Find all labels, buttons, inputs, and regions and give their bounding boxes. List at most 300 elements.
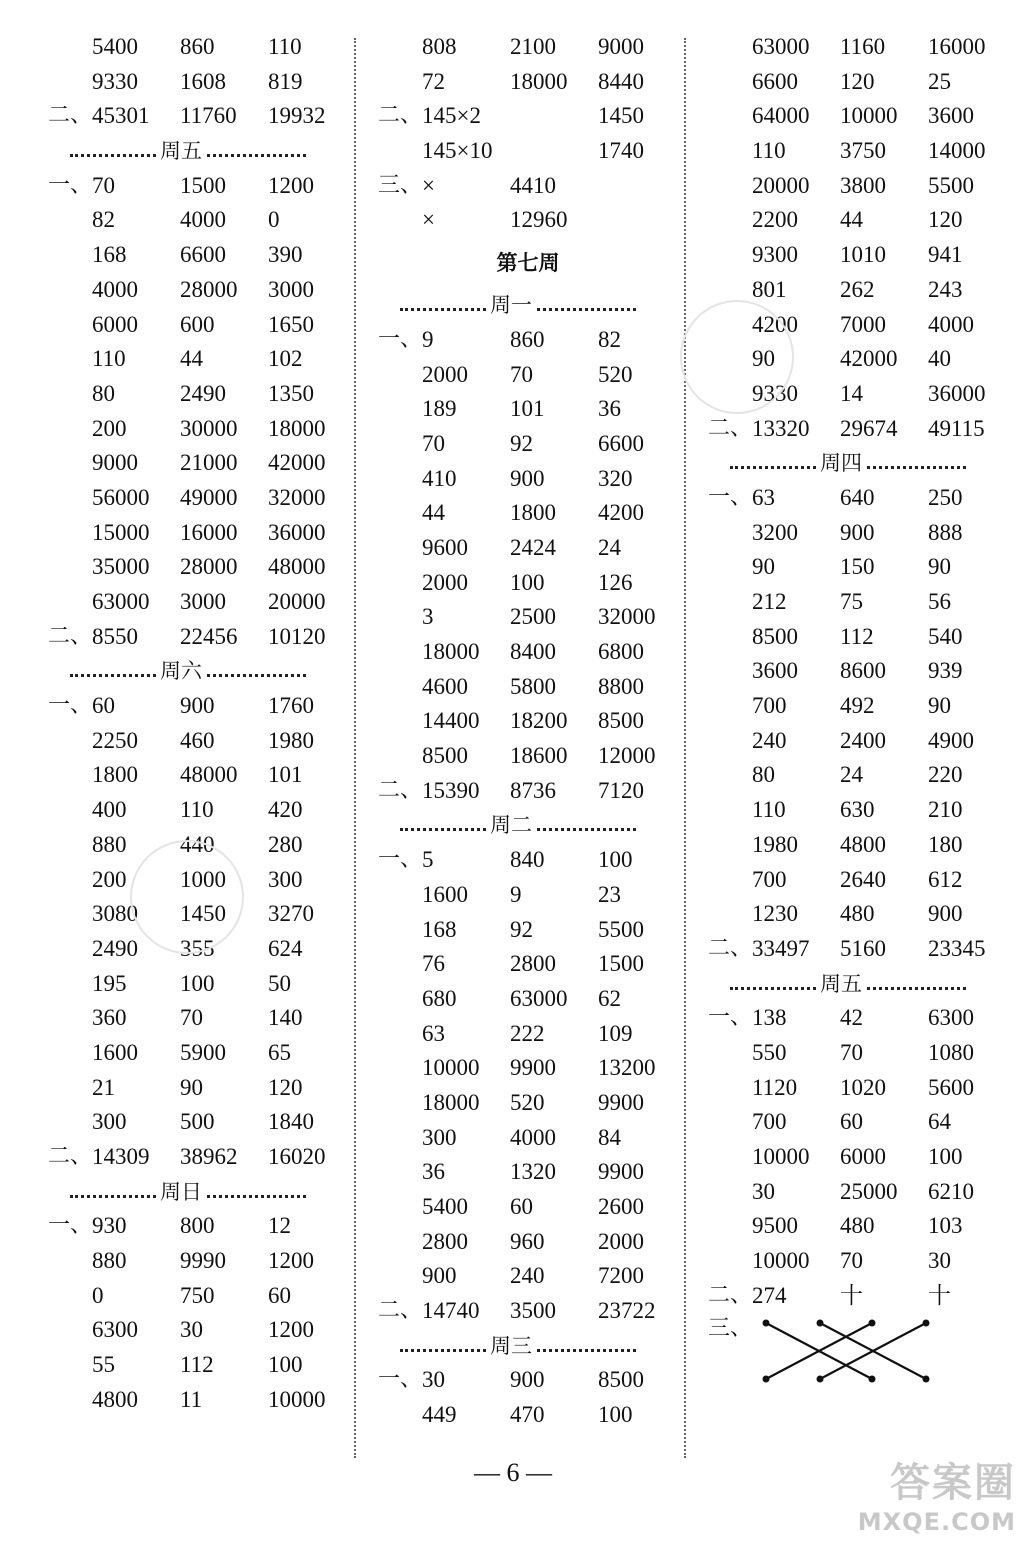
answer-value: 1980 [268, 727, 314, 753]
answer-value: 1500 [598, 951, 644, 977]
answer-row [378, 600, 678, 635]
answer-value: 56000 [92, 484, 150, 510]
matching-dot [817, 1320, 824, 1327]
day-heading: 周四 [818, 446, 864, 481]
answer-row [708, 516, 1008, 551]
answer-value: 6300 [928, 1005, 974, 1031]
answer-value: 1120 [752, 1074, 798, 1100]
answer-value: 80 [92, 380, 115, 406]
answer-value: 1500 [180, 172, 226, 198]
answer-row [48, 1279, 348, 1314]
answer-row [708, 828, 1008, 863]
answer-value: 5800 [510, 673, 556, 699]
answer-value: 18000 [422, 639, 480, 664]
answer-value: 3500 [510, 1298, 556, 1324]
answer-value: 30000 [180, 415, 238, 441]
answer-value: 2100 [510, 34, 556, 59]
answer-value: 70 [510, 361, 533, 387]
answer-value: 10000 [752, 1248, 810, 1274]
answer-row [708, 169, 1008, 204]
answer-value: 120 [268, 1074, 303, 1100]
answer-value: 42000 [268, 450, 326, 476]
answer-row [378, 1017, 678, 1052]
answer-column-middle [378, 30, 678, 1433]
answer-value: 1608 [180, 68, 226, 94]
answer-value: 60 [92, 693, 115, 719]
answer-value: 18000 [422, 1089, 480, 1115]
answer-row [378, 392, 678, 427]
answer-value: 14400 [422, 708, 480, 734]
question-number: 一、 [48, 172, 93, 198]
answer-row [378, 1225, 678, 1260]
answer-value: 150 [840, 554, 875, 580]
answer-row [378, 913, 678, 948]
answer-value: 4900 [928, 727, 974, 753]
answer-value: 80 [752, 762, 775, 788]
answer-value: 492 [840, 693, 875, 719]
answer-value: 939 [928, 658, 963, 684]
answer-value: 82 [598, 326, 621, 352]
answer-value: 145×10 [422, 138, 493, 164]
answer-value: 6210 [928, 1178, 974, 1204]
answer-value: 680 [422, 985, 457, 1011]
answer-value: 1450 [598, 103, 644, 129]
answer-value: 1800 [92, 762, 138, 788]
answer-value: 28000 [180, 554, 238, 580]
answer-value: 7200 [598, 1263, 644, 1289]
answer-value: 480 [840, 901, 875, 927]
answer-value: 40 [928, 346, 951, 372]
answer-value: 180 [928, 831, 963, 857]
answer-value: 90 [752, 554, 775, 580]
answer-value: 36000 [268, 519, 326, 545]
answer-value: 60 [510, 1194, 533, 1219]
answer-value: 3600 [928, 103, 974, 129]
answer-value: 7120 [598, 777, 644, 803]
answer-row [708, 1244, 1008, 1279]
answer-row [378, 1398, 678, 1433]
answer-row [378, 843, 678, 878]
answer-value: 1840 [268, 1109, 314, 1135]
answer-row [378, 774, 678, 809]
answer-value: 9900 [598, 1159, 644, 1185]
answer-value: 38962 [180, 1144, 238, 1169]
answer-row [708, 758, 1008, 793]
answer-value: 6000 [840, 1144, 886, 1169]
answer-value: 36 [598, 396, 621, 422]
answer-value: 800 [180, 1213, 215, 1239]
answer-value: 48000 [268, 554, 326, 580]
answer-value: 5600 [928, 1074, 974, 1100]
answer-row [708, 481, 1008, 516]
answer-row [378, 65, 678, 100]
answer-value: 8500 [752, 623, 798, 649]
answer-row [378, 169, 678, 204]
answer-value: 11760 [180, 103, 237, 129]
answer-value: 65 [268, 1039, 291, 1065]
answer-row [708, 1001, 1008, 1036]
answer-value: 90 [928, 554, 951, 580]
answer-value: 2490 [180, 380, 226, 406]
answer-value: 100 [510, 569, 545, 595]
answer-value: 220 [928, 762, 963, 788]
question-number: 二、 [48, 103, 93, 129]
answer-value: 1200 [268, 172, 314, 198]
answer-value: 900 [840, 519, 875, 545]
answer-value: 5400 [92, 34, 138, 59]
answer-value: 900 [180, 693, 215, 719]
day-heading: 周六 [158, 654, 204, 689]
answer-value: 1080 [928, 1039, 974, 1065]
answer-value: 1000 [180, 866, 226, 892]
matching-lines [758, 1313, 958, 1393]
answer-value: 24 [598, 534, 621, 560]
answer-column-left [48, 30, 348, 1418]
answer-value: 900 [510, 1367, 545, 1393]
answer-value: 100 [268, 1352, 303, 1378]
answer-value: 90 [928, 693, 951, 719]
answer-value: 15000 [92, 519, 150, 545]
answer-row [48, 273, 348, 308]
watermark-main: 答案圈 [890, 1460, 1016, 1506]
answer-value: 14000 [928, 138, 986, 164]
answer-value: 960 [510, 1228, 545, 1254]
answer-value: 18200 [510, 708, 568, 734]
answer-row [48, 1036, 348, 1071]
answer-value: 930 [92, 1213, 127, 1239]
answer-value: 42000 [840, 346, 898, 372]
answer-value: 3800 [840, 172, 886, 198]
answer-value: 520 [510, 1089, 545, 1115]
answer-value: 64 [928, 1109, 951, 1135]
answer-value: 145×2 [422, 103, 481, 129]
answer-value: 101 [268, 762, 303, 788]
day-separator [48, 134, 348, 169]
answer-value: 9300 [752, 242, 798, 268]
question-number: 二、 [378, 777, 423, 803]
answer-value: 0 [268, 207, 280, 233]
answer-row [708, 793, 1008, 828]
answer-value: 7000 [840, 311, 886, 337]
answer-row [708, 30, 1008, 65]
answer-value: 42 [840, 1005, 863, 1031]
answer-value: 75 [840, 589, 863, 614]
answer-value: 5900 [180, 1039, 226, 1065]
answer-value: 63 [752, 484, 775, 510]
answer-row [48, 793, 348, 828]
answer-row [378, 878, 678, 913]
answer-value: 23345 [928, 935, 986, 961]
answer-value: 300 [268, 866, 303, 892]
column-divider [684, 38, 686, 1458]
answer-value: 860 [180, 34, 215, 59]
answer-value: 6600 [752, 68, 798, 94]
answer-row [48, 1383, 348, 1418]
answer-row [48, 169, 348, 204]
answer-value: 801 [752, 276, 787, 302]
answer-row [378, 704, 678, 739]
matching-dot [817, 1376, 824, 1383]
answer-row [378, 462, 678, 497]
answer-value: × [422, 172, 435, 198]
answer-value: 5160 [840, 935, 886, 961]
answer-value: 10000 [422, 1055, 480, 1081]
answer-value: 63 [422, 1020, 445, 1046]
day-separator [48, 1175, 348, 1210]
answer-value: 70 [840, 1039, 863, 1065]
answer-value: 12 [268, 1213, 291, 1239]
answer-value: 70 [422, 430, 445, 456]
answer-value: 210 [928, 797, 963, 823]
answer-value: 1200 [268, 1317, 314, 1343]
answer-row [48, 342, 348, 377]
answer-value: 63000 [752, 34, 810, 59]
answer-row [378, 1190, 678, 1225]
answer-row [378, 566, 678, 601]
answer-value: 十 [840, 1282, 863, 1308]
answer-value: 5500 [928, 172, 974, 198]
answer-row [708, 1279, 1008, 1314]
question-number: 二、 [708, 415, 753, 441]
answer-value: 110 [92, 346, 126, 372]
answer-value: 15390 [422, 777, 480, 803]
answer-value: 10000 [752, 1144, 810, 1169]
answer-value: 24 [840, 762, 863, 788]
day-heading: 周一 [488, 288, 534, 323]
answer-value: 120 [928, 207, 963, 233]
faint-stamp-logo [130, 840, 244, 954]
answer-value: 700 [752, 1109, 787, 1135]
answer-row [378, 496, 678, 531]
answer-value: 70 [180, 1005, 203, 1031]
question-number: 一、 [378, 1367, 423, 1393]
answer-value: 110 [268, 34, 302, 59]
answer-value: 9 [422, 326, 434, 352]
answer-row [378, 323, 678, 358]
answer-row [48, 620, 348, 655]
answer-value: 110 [752, 797, 786, 823]
answer-row [378, 1363, 678, 1398]
question-number: 一、 [378, 847, 423, 873]
answer-value: 8500 [422, 743, 468, 769]
day-separator [378, 288, 678, 323]
answer-value: 630 [840, 797, 875, 823]
answer-value: 8440 [598, 68, 644, 94]
answer-value: 9600 [422, 534, 468, 560]
answer-value: 4200 [752, 311, 798, 337]
answer-row [48, 1348, 348, 1383]
answer-value: 120 [840, 68, 875, 94]
answer-value: 460 [180, 727, 215, 753]
answer-value: 109 [598, 1020, 633, 1046]
question-number: 一、 [708, 484, 753, 510]
answer-row [708, 724, 1008, 759]
answer-value: 2200 [752, 207, 798, 233]
answer-value: 3080 [92, 901, 138, 927]
answer-value: 63000 [510, 985, 568, 1011]
question-number: 二、 [48, 623, 93, 649]
answer-value: 8800 [598, 673, 644, 699]
answer-value: 2640 [840, 866, 886, 892]
answer-value: 355 [180, 935, 215, 961]
answer-value: 21 [92, 1074, 115, 1100]
answer-value: 8500 [598, 708, 644, 734]
answer-value: 18600 [510, 743, 568, 769]
answer-value: 30 [928, 1248, 951, 1274]
answer-row [708, 65, 1008, 100]
matching-dot [923, 1376, 930, 1383]
answer-value: 11 [180, 1386, 203, 1412]
answer-value: 6600 [598, 430, 644, 456]
answer-row [708, 1209, 1008, 1244]
answer-value: 540 [928, 623, 963, 649]
day-heading: 周五 [158, 134, 204, 169]
day-separator [378, 808, 678, 843]
answer-value: 14740 [422, 1298, 480, 1324]
answer-row [48, 1071, 348, 1106]
answer-row [48, 1001, 348, 1036]
answer-row [378, 358, 678, 393]
answer-value: 23 [598, 881, 621, 907]
answer-value: 9330 [92, 68, 138, 94]
answer-value: 49000 [180, 484, 238, 510]
answer-value: 6600 [180, 242, 226, 268]
answer-row [48, 446, 348, 481]
answer-value: 0 [92, 1282, 104, 1308]
answer-value: 32000 [268, 484, 326, 510]
answer-value: 4000 [510, 1124, 556, 1150]
answer-value: 189 [422, 396, 457, 422]
answer-value: 36000 [928, 380, 986, 406]
answer-value: 880 [92, 1248, 127, 1274]
answer-value: 320 [598, 465, 633, 491]
answer-value: 14 [840, 380, 863, 406]
answer-value: 240 [752, 727, 787, 753]
answer-value: 900 [422, 1263, 457, 1289]
answer-value: 6800 [598, 639, 644, 664]
day-heading: 周三 [488, 1329, 534, 1364]
day-separator [378, 1329, 678, 1364]
answer-value: 25 [928, 68, 951, 94]
answer-value: 103 [928, 1213, 963, 1239]
answer-row [48, 758, 348, 793]
answer-value: 860 [510, 326, 545, 352]
day-heading: 周日 [158, 1175, 204, 1210]
answer-value: 20000 [752, 172, 810, 198]
answer-value: 1980 [752, 831, 798, 857]
answer-value: 90 [752, 346, 775, 372]
question-number: 三、 [708, 1316, 753, 1342]
page-number: — 6 — [474, 1458, 552, 1487]
answer-value: 2400 [840, 727, 886, 753]
answer-value: 112 [180, 1352, 214, 1378]
answer-value: 33497 [752, 935, 810, 961]
answer-value: 900 [510, 465, 545, 491]
answer-value: 9000 [598, 34, 644, 59]
answer-value: 1230 [752, 901, 798, 927]
matching-dot [763, 1320, 770, 1327]
answer-value: 4800 [92, 1386, 138, 1412]
answer-value: 36 [422, 1159, 445, 1185]
answer-value: 32000 [598, 604, 656, 630]
answer-value: 101 [510, 396, 545, 422]
answer-value: 60 [268, 1282, 291, 1308]
answer-value: 900 [928, 901, 963, 927]
answer-value: 70 [840, 1248, 863, 1274]
answer-value: 30 [752, 1178, 775, 1204]
answer-value: 100 [180, 970, 215, 996]
answer-row [708, 99, 1008, 134]
answer-value: 5500 [598, 916, 644, 942]
answer-value: 520 [598, 361, 633, 387]
answer-value: 112 [840, 623, 874, 649]
answer-value: 4000 [180, 207, 226, 233]
week-heading: 第七周 [496, 251, 560, 276]
answer-row [48, 1105, 348, 1140]
answer-value: 2424 [510, 534, 556, 560]
answer-value: 110 [752, 138, 786, 164]
day-heading: 周二 [488, 808, 534, 843]
answer-value: 22456 [180, 623, 238, 649]
answer-value: 3 [422, 604, 434, 630]
answer-row [48, 516, 348, 551]
answer-value: 1320 [510, 1159, 556, 1185]
answer-value: 2250 [92, 727, 138, 753]
answer-value: 2800 [422, 1228, 468, 1254]
answer-value: 21000 [180, 450, 238, 476]
column-divider [354, 38, 356, 1458]
answer-value: 12000 [598, 743, 656, 769]
answer-value: 64000 [752, 103, 810, 129]
answer-value: 十 [928, 1282, 951, 1308]
answer-value: 44 [180, 346, 203, 372]
answer-value: 280 [268, 831, 303, 857]
answer-value: 390 [268, 242, 303, 268]
answer-row [708, 203, 1008, 238]
answer-value: 35000 [92, 554, 150, 580]
answer-value: 18000 [510, 68, 568, 94]
answer-value: 195 [92, 970, 127, 996]
answer-value: 16000 [180, 519, 238, 545]
answer-value: 410 [422, 465, 457, 491]
answer-row [378, 1086, 678, 1121]
day-separator [708, 967, 1008, 1002]
answer-value: 3000 [180, 589, 226, 614]
answer-row [48, 412, 348, 447]
answer-row [378, 203, 678, 238]
answer-value: 640 [840, 484, 875, 510]
answer-value: 92 [510, 916, 533, 942]
answer-row [378, 1121, 678, 1156]
answer-value: 550 [752, 1039, 787, 1065]
answer-value: 20000 [268, 589, 326, 614]
answer-value: 102 [268, 346, 303, 372]
answer-value: 29674 [840, 415, 898, 441]
answer-value: 212 [752, 589, 787, 614]
answer-value: 60 [840, 1109, 863, 1135]
answer-value: 100 [598, 847, 633, 873]
answer-row [378, 1259, 678, 1294]
answer-value: 2500 [510, 604, 556, 630]
answer-value: 55 [92, 1352, 115, 1378]
answer-value: 16000 [928, 34, 986, 59]
answer-row [48, 65, 348, 100]
answer-row [48, 377, 348, 412]
answer-value: 49115 [928, 415, 985, 441]
answer-value: 9500 [752, 1213, 798, 1239]
matching-dot [763, 1376, 770, 1383]
answer-row [708, 1140, 1008, 1175]
